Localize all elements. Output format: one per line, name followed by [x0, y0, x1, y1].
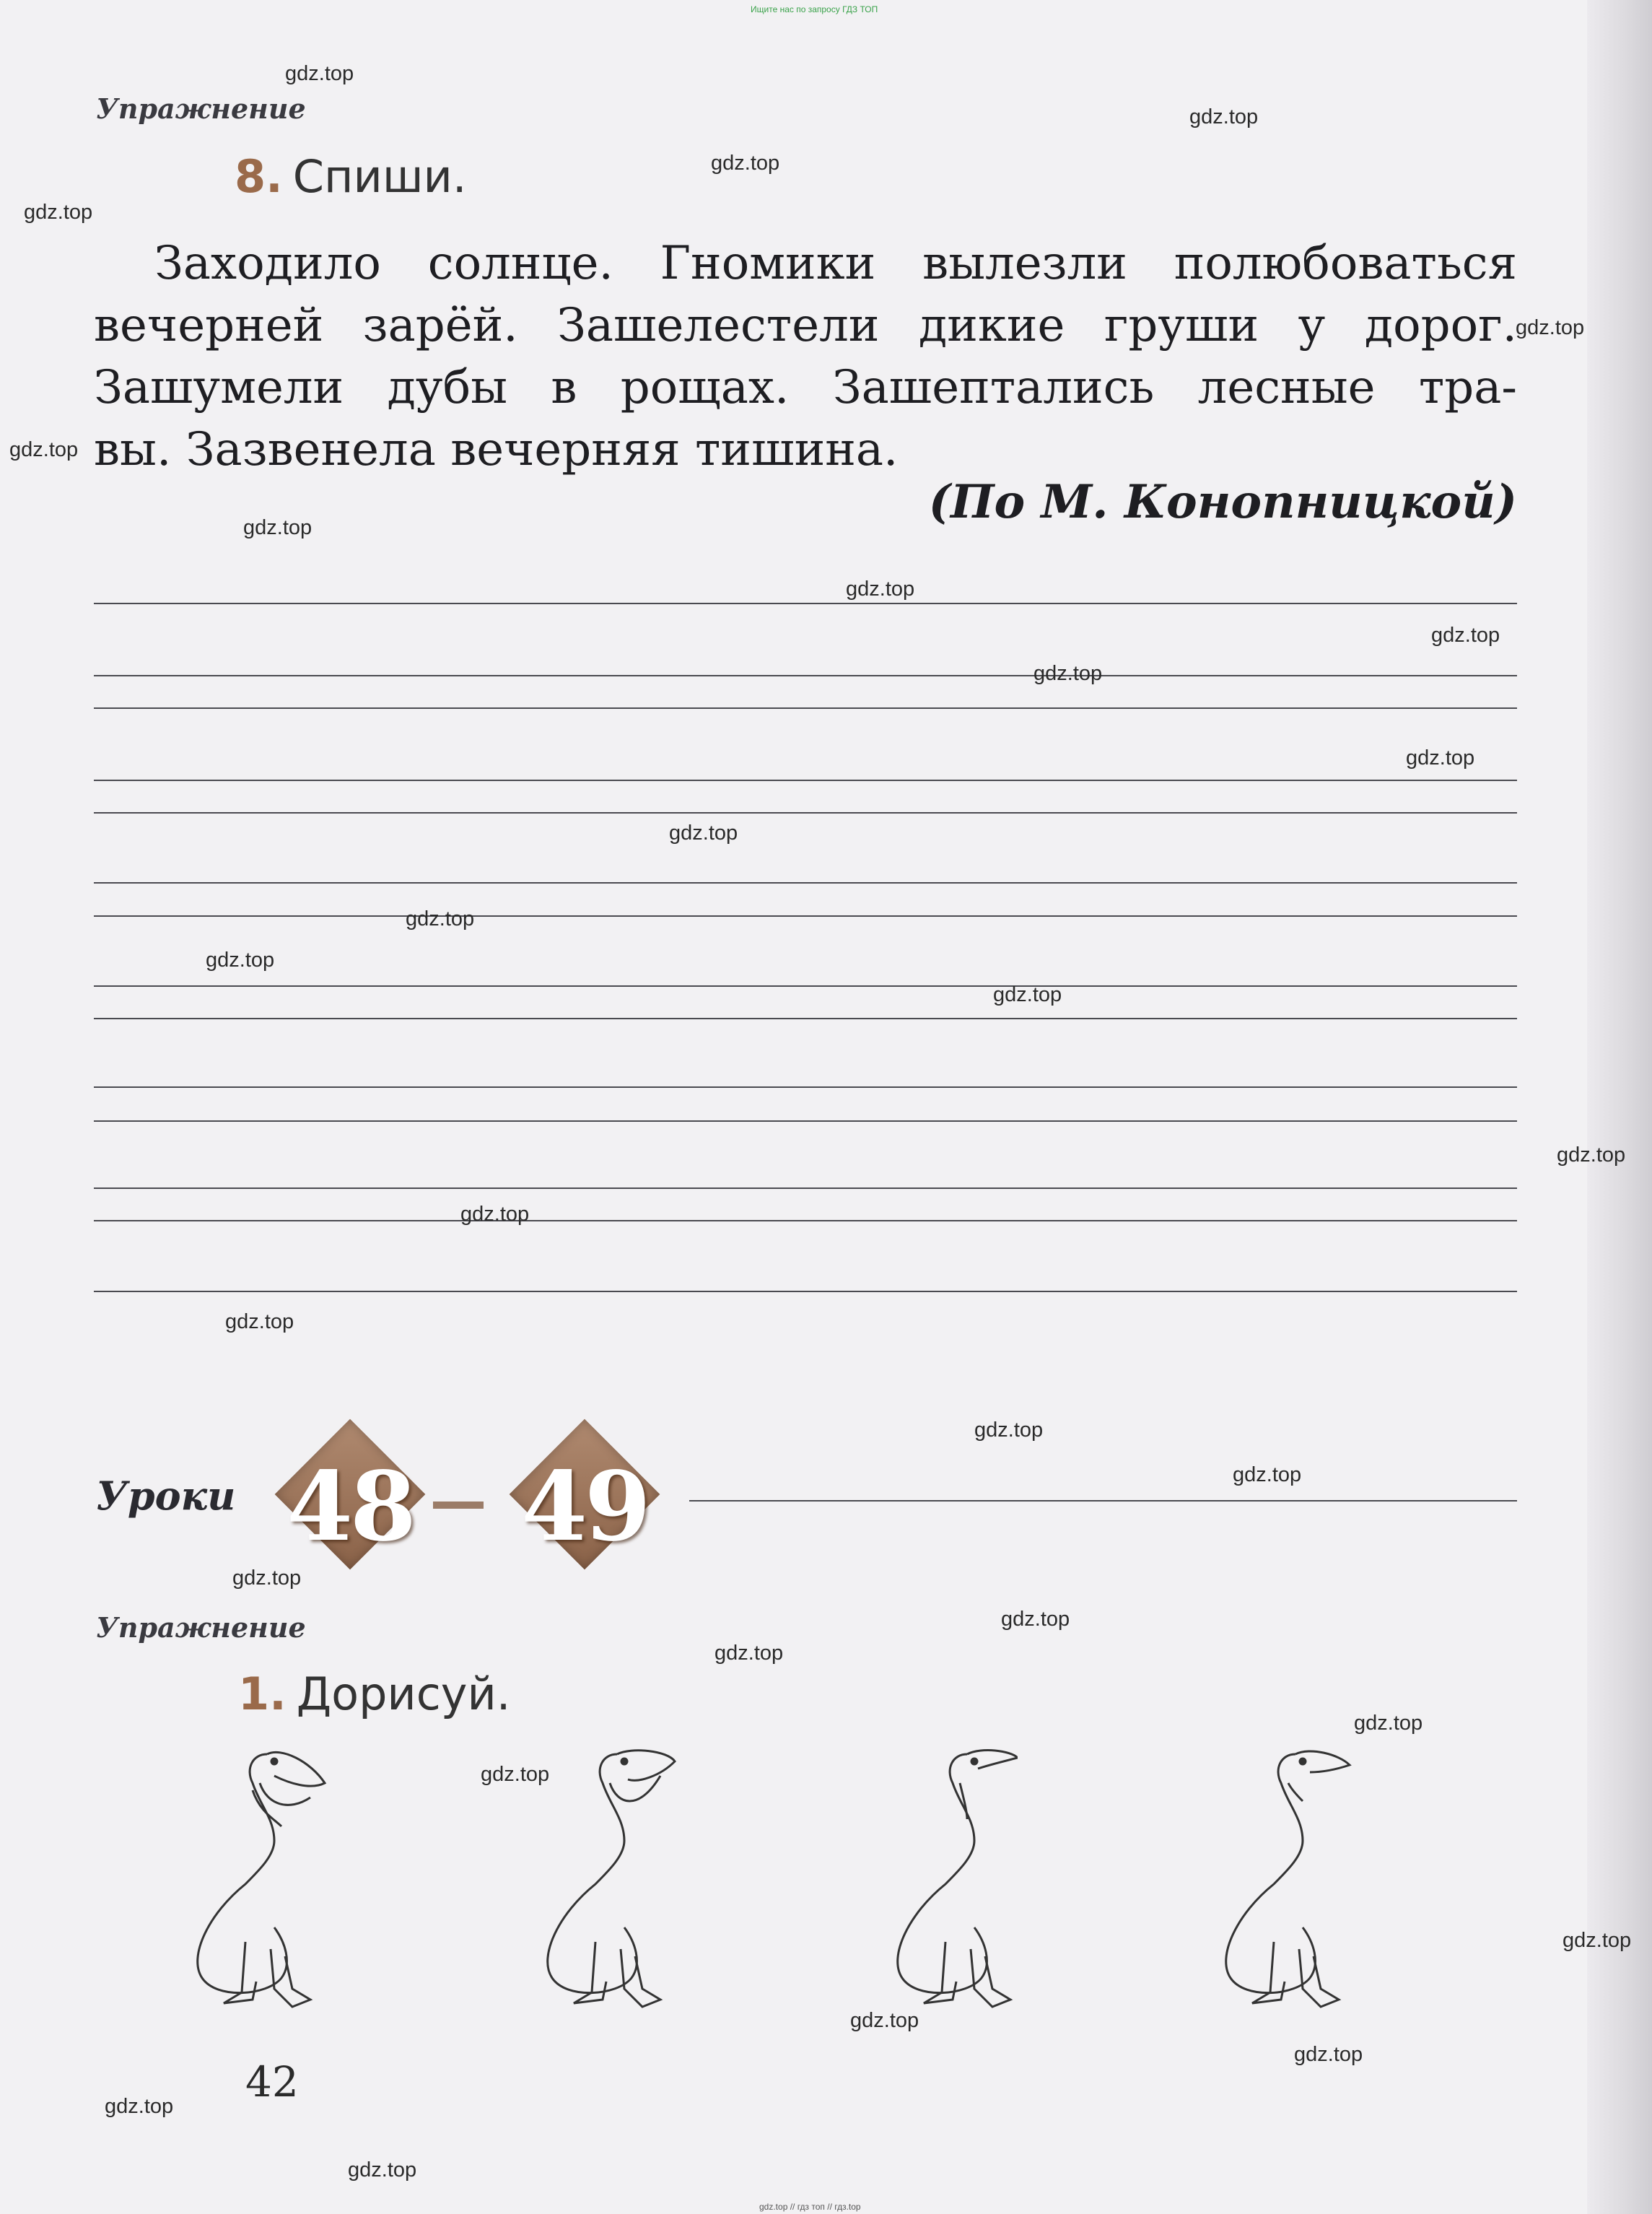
lesson-48-number: 48: [287, 1451, 414, 1563]
watermark: gdz.top: [460, 1203, 530, 1226]
watermark: gdz.top: [846, 578, 915, 601]
writing-line[interactable]: [94, 915, 1517, 917]
watermark: gdz.top: [1516, 316, 1585, 339]
watermark: gdz.top: [1354, 1712, 1423, 1735]
watermark: gdz.top: [24, 201, 93, 224]
exercise-8-title: [235, 150, 467, 203]
text-line-4: вы. Зазвенела вечерняя тишина.: [94, 423, 899, 476]
watermark: gdz.top: [206, 949, 275, 972]
watermark: gdz.top: [669, 821, 738, 845]
lesson-49-number: 49: [521, 1451, 648, 1563]
writing-line[interactable]: [94, 675, 1517, 676]
pelican-drawing-icon[interactable]: [837, 1740, 1018, 2014]
watermark: gdz.top: [1001, 1608, 1070, 1631]
exercise-1-label: Упражнение: [96, 1611, 306, 1644]
writing-line[interactable]: [94, 1018, 1517, 1019]
watermark: gdz.top: [9, 438, 79, 461]
exercise-1-title: [238, 1668, 511, 1720]
writing-line[interactable]: [94, 1086, 1517, 1088]
watermark: gdz.top: [974, 1418, 1044, 1442]
watermark: gdz.top: [406, 907, 475, 931]
exercise-8-text: [94, 232, 1517, 481]
watermark: gdz.top: [285, 62, 354, 85]
watermark: gdz.top: [348, 2158, 417, 2182]
lessons-label: Уроки: [96, 1473, 236, 1519]
exercise-8-number: 8.: [235, 150, 283, 203]
writing-line[interactable]: [94, 882, 1517, 884]
writing-line[interactable]: [94, 812, 1517, 814]
watermark: gdz.top: [1431, 624, 1500, 647]
watermark: gdz.top: [1233, 1463, 1302, 1486]
writing-line[interactable]: [94, 780, 1517, 781]
watermark: gdz.top: [105, 2095, 174, 2118]
page-number: 42: [245, 2057, 299, 2106]
writing-line[interactable]: [94, 1120, 1517, 1122]
lessons-header-line: [689, 1500, 1517, 1502]
text-line-1: Заходило солнце. Гномики вылезли полюбоваться: [154, 237, 1517, 290]
watermark: gdz.top: [1557, 1143, 1626, 1167]
text-line-2: вечерней зарёй. Зашелестели дикие груши у дорог.: [94, 299, 1517, 352]
watermark: gdz.top: [232, 1566, 302, 1590]
lesson-range-dash: [433, 1502, 484, 1509]
watermark: gdz.top: [993, 983, 1062, 1006]
watermark: gdz.top: [1406, 746, 1475, 770]
watermark: gdz.top: [1189, 105, 1259, 128]
writing-line[interactable]: [94, 1291, 1517, 1292]
writing-line[interactable]: [94, 985, 1517, 987]
writing-line[interactable]: [94, 1220, 1517, 1221]
bottom-note: gdz.top // гдз топ // гдз.top: [759, 2202, 861, 2212]
writing-line[interactable]: [94, 707, 1517, 709]
lesson-48-badge: [256, 1437, 444, 1566]
top-note: Ищите нас по запросу ГДЗ ТОП: [751, 4, 878, 14]
exercise-1-instruction: Дорисуй.: [296, 1668, 511, 1720]
watermark: gdz.top: [243, 516, 313, 539]
text-line-3: Зашумели дубы в рощах. Зашептались лесные тра-: [94, 361, 1517, 414]
pelican-drawing-icon[interactable]: [1173, 1740, 1353, 2014]
watermark: gdz.top: [225, 1310, 294, 1333]
author-attribution: (По М. Конопницкой): [928, 475, 1517, 529]
exercise-1-number: 1.: [238, 1668, 287, 1720]
lesson-49-badge: [491, 1437, 678, 1566]
watermark: gdz.top: [711, 152, 780, 175]
page-edge-shadow: [1587, 0, 1652, 2214]
writing-line[interactable]: [94, 603, 1517, 604]
exercise-8-label: Упражнение: [96, 92, 306, 125]
watermark: gdz.top: [714, 1642, 784, 1665]
pelican-drawing-icon[interactable]: [166, 1740, 346, 2014]
watermark: gdz.top: [1033, 662, 1103, 685]
watermark: gdz.top: [1294, 2043, 1363, 2066]
watermark: gdz.top: [481, 1763, 550, 1786]
watermark: gdz.top: [850, 2009, 919, 2032]
writing-line[interactable]: [94, 1187, 1517, 1189]
exercise-8-instruction: Спиши.: [292, 150, 467, 203]
watermark: gdz.top: [1563, 1929, 1632, 1952]
